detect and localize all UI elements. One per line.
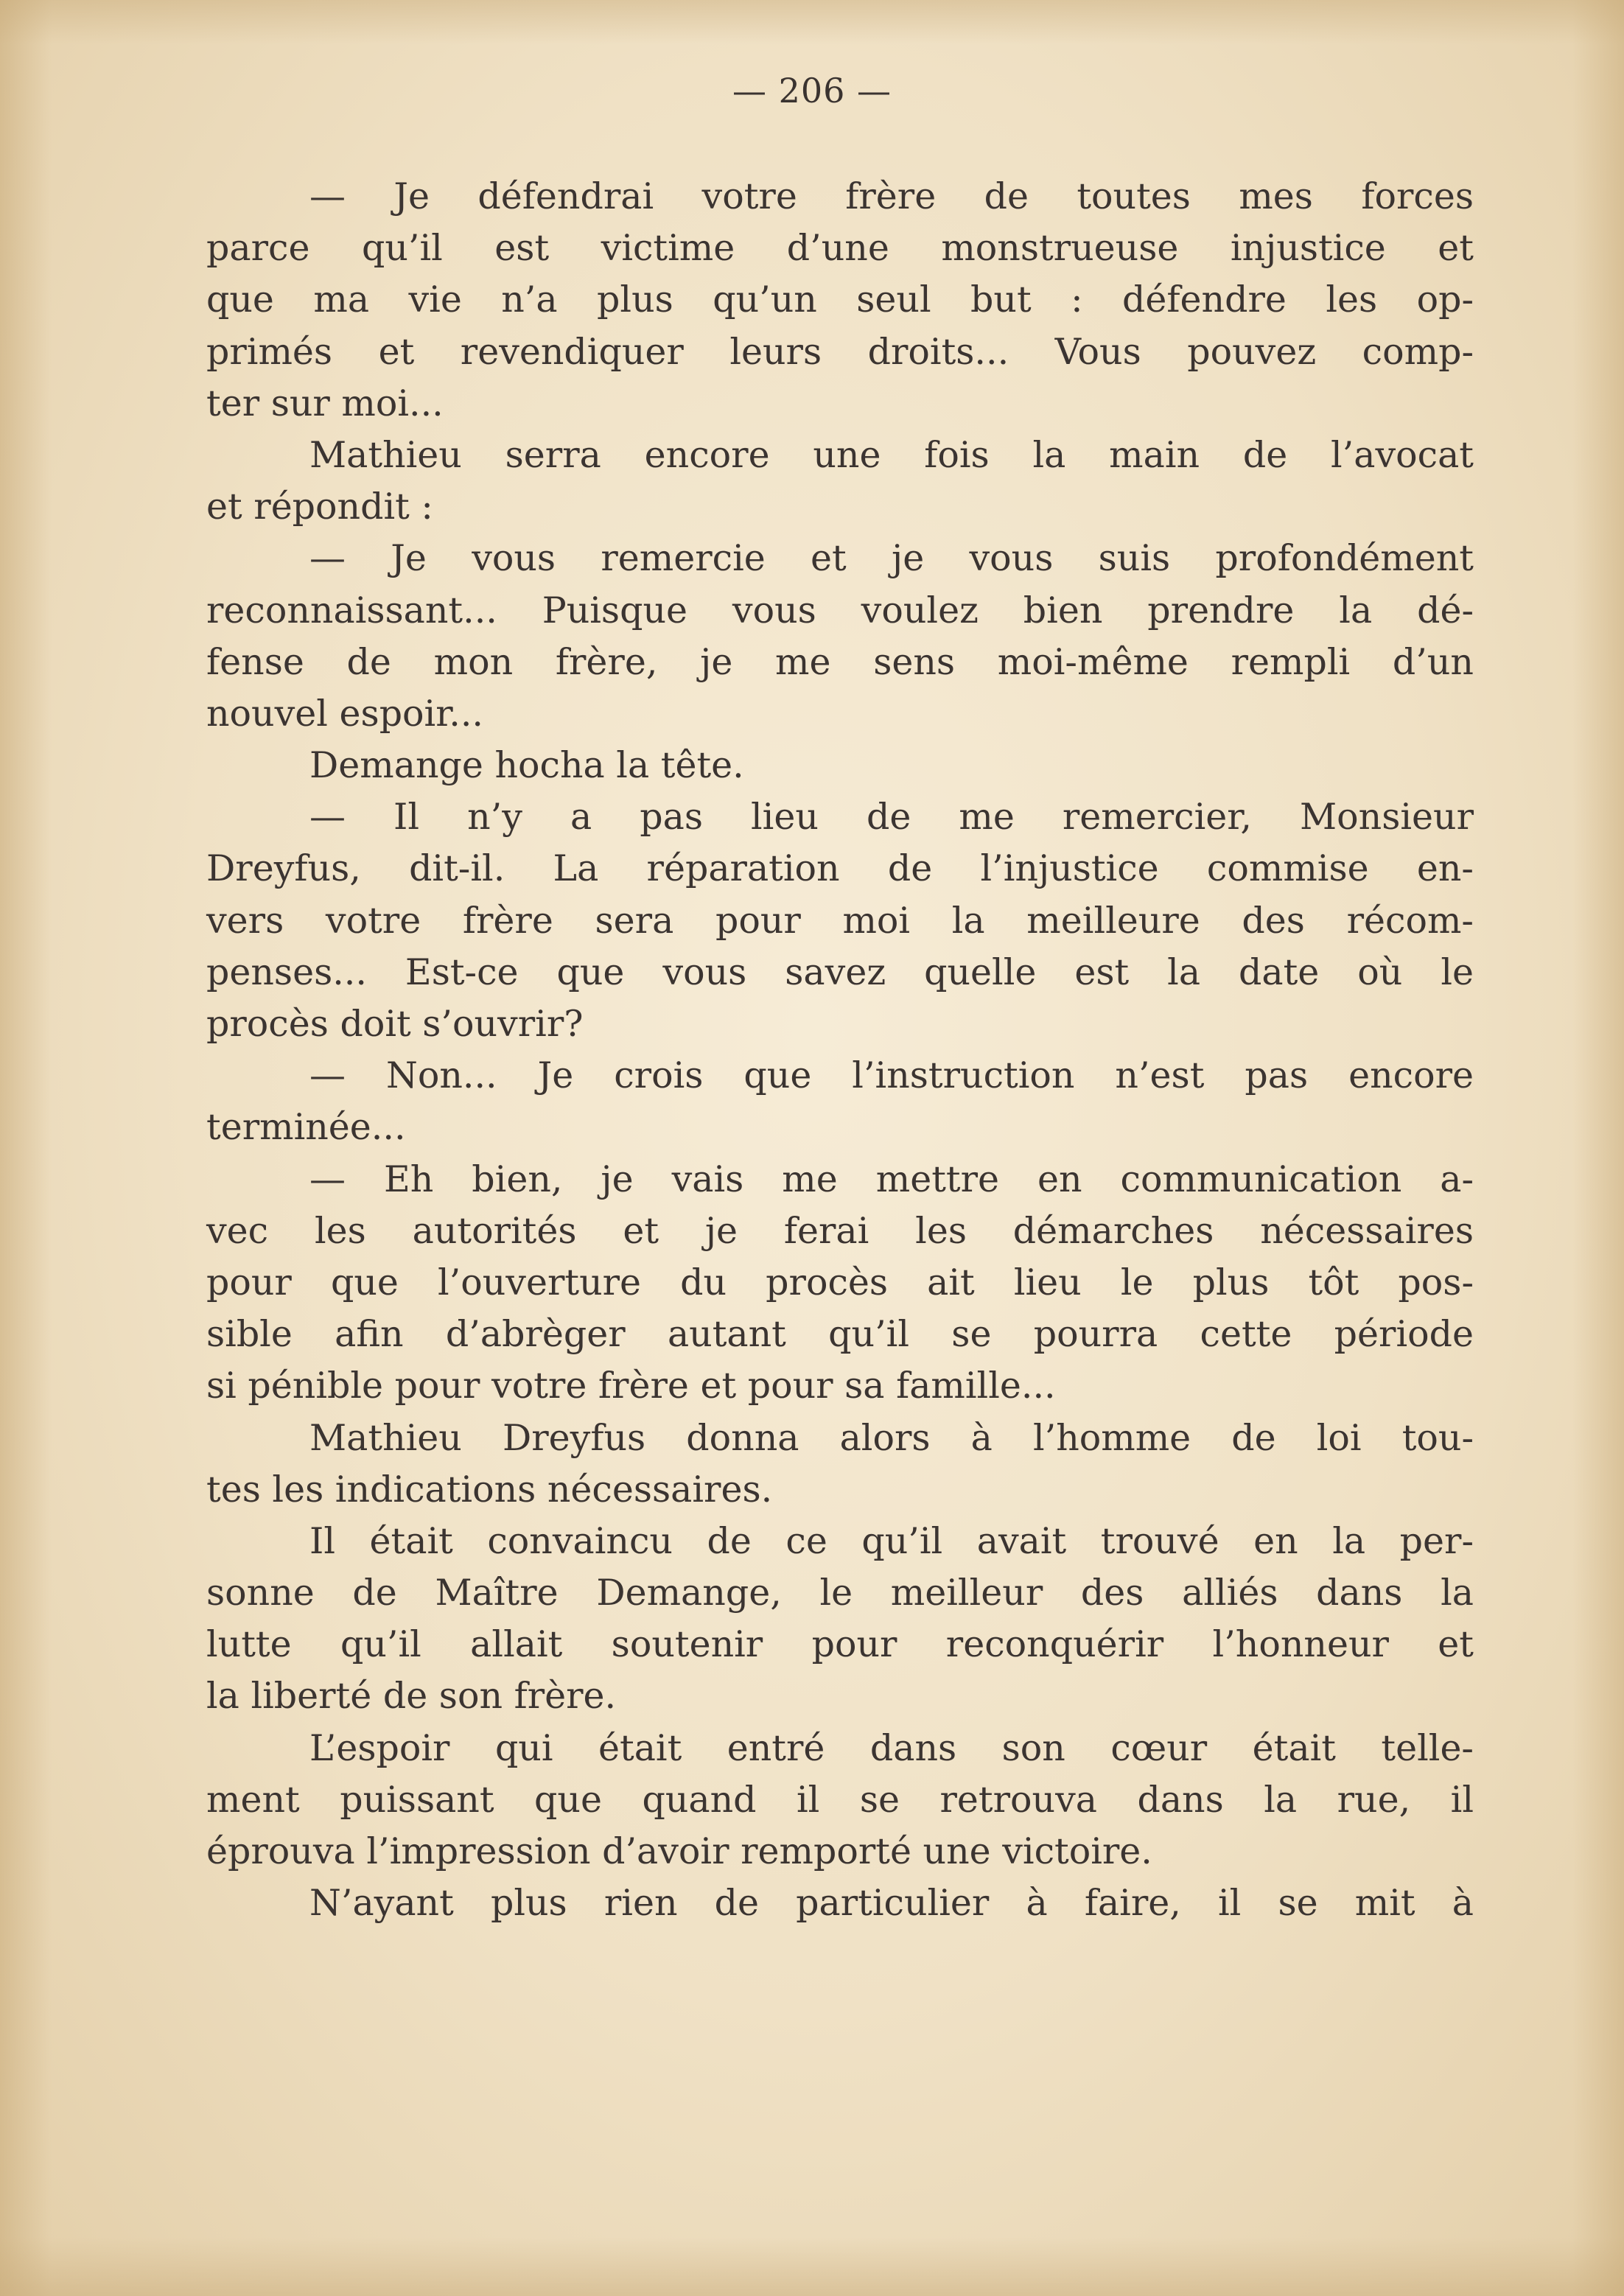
page-edge-bottom-shade xyxy=(0,2237,1624,2296)
text-line: penses... Est-ce que vous savez quelle est la date où le xyxy=(206,951,1474,993)
text-line: Demange hocha la tête. xyxy=(309,744,744,787)
text-line: primés et revendiquer leurs droits... Vous pouvez comp- xyxy=(206,330,1474,373)
text-line: Il était convaincu de ce qu’il avait trouvé en la per- xyxy=(309,1519,1474,1562)
text-line: ment puissant que quand il se retrouva dans la rue, il xyxy=(206,1778,1474,1821)
text-line: Dreyfus, dit-il. La réparation de l’injustice commise en- xyxy=(206,847,1474,890)
text-line: — Eh bien, je vais me mettre en communication a- xyxy=(309,1158,1474,1200)
page-edge-left-shade xyxy=(0,0,52,2296)
text-line: vec les autorités et je ferai les démarches nécessaires xyxy=(206,1209,1474,1252)
page-edge-right-shade xyxy=(1572,0,1624,2296)
page-number: — 206 — xyxy=(732,71,892,111)
text-line: vers votre frère sera pour moi la meilleure des récom- xyxy=(206,899,1474,942)
text-line: Mathieu serra encore une fois la main de l’avocat xyxy=(309,433,1474,476)
text-line: éprouva l’impression d’avoir remporté une victoire. xyxy=(206,1830,1152,1872)
text-line: tes les indications nécessaires. xyxy=(206,1468,773,1511)
text-line: N’ayant plus rien de particulier à faire, il se mit à xyxy=(309,1882,1474,1925)
text-line: que ma vie n’a plus qu’un seul but : défendre les op- xyxy=(206,279,1474,321)
text-line: si pénible pour votre frère et pour sa famille... xyxy=(206,1365,1056,1407)
text-line: — Je défendrai votre frère de toutes mes forces xyxy=(309,175,1474,217)
text-line: nouvel espoir... xyxy=(206,692,483,735)
body-text xyxy=(206,171,1474,1929)
text-line: — Il n’y a pas lieu de me remercier, Monsieur xyxy=(309,796,1474,839)
text-line: fense de mon frère, je me sens moi-même rempli d’un xyxy=(206,640,1474,683)
text-line: procès doit s’ouvrir? xyxy=(206,1003,584,1045)
text-line: ter sur moi... xyxy=(206,382,444,424)
text-line: lutte qu’il allait soutenir pour reconquérir l’honneur et xyxy=(206,1623,1474,1666)
text-line: — Je vous remercie et je vous suis profondément xyxy=(309,537,1474,580)
text-line: et répondit : xyxy=(206,486,433,528)
text-line: sonne de Maître Demange, le meilleur des alliés dans la xyxy=(206,1572,1474,1614)
text-line: la liberté de son frère. xyxy=(206,1675,617,1718)
text-line: Mathieu Dreyfus donna alors à l’homme de loi tou- xyxy=(309,1416,1474,1459)
page-edge-top-shade xyxy=(0,0,1624,44)
text-line: reconnaissant... Puisque vous voulez bien prendre la dé- xyxy=(206,589,1474,631)
text-line: parce qu’il est victime d’une monstrueuse injustice et xyxy=(206,227,1474,270)
text-line: pour que l’ouverture du procès ait lieu le plus tôt pos- xyxy=(206,1261,1474,1303)
text-line: terminée... xyxy=(206,1106,406,1149)
text-line: — Non... Je crois que l’instruction n’est pas encore xyxy=(309,1054,1474,1097)
text-line: L’espoir qui était entré dans son cœur était telle- xyxy=(309,1726,1474,1769)
text-line: sible afin d’abrèger autant qu’il se pourra cette période xyxy=(206,1313,1474,1356)
